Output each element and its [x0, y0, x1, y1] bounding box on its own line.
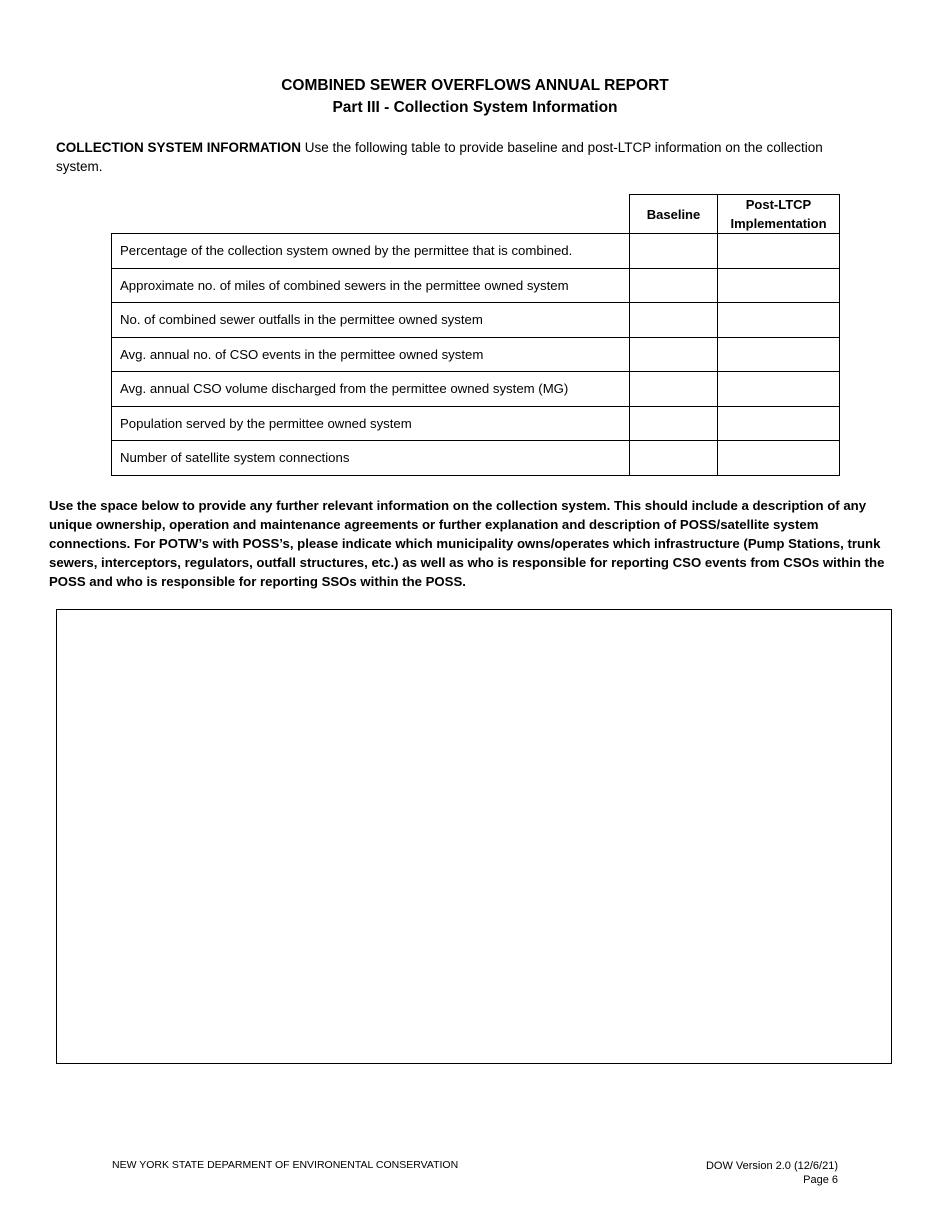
post-ltcp-header-line1: Post-LTCP [745, 197, 812, 212]
row-label: Population served by the permittee owned system [112, 406, 630, 441]
collection-system-table [111, 194, 840, 476]
post-ltcp-input-cell[interactable] [718, 268, 840, 303]
column-header-baseline: Baseline [630, 195, 718, 234]
header-blank-cell [112, 195, 630, 234]
row-label: No. of combined sewer outfalls in the permittee owned system [112, 303, 630, 338]
report-header [0, 75, 950, 119]
row-label: Avg. annual CSO volume discharged from the permittee owned system (MG) [112, 372, 630, 407]
further-info-instructions: Use the space below to provide any further relevant information on the collection system. This should include a description of any unique ownership, operation and maintenance agreements or further explanation and description of POSS/satellite system connections. For POTW’s with POSS’s, please indicate which municipality owns/operates which infrastructure (Pump Stations, trunk sewers, interceptors, regulators, outfall structures, etc.) as well as who is responsible for reporting CSO events from CSOs within the POSS and who is responsible for reporting SSOs within the POSS. [49, 498, 885, 589]
post-ltcp-input-cell[interactable] [718, 441, 840, 476]
baseline-input-cell[interactable] [630, 406, 718, 441]
report-title: COMBINED SEWER OVERFLOWS ANNUAL REPORT [281, 77, 669, 94]
table-row [112, 406, 840, 441]
table-row [112, 337, 840, 372]
baseline-input-cell[interactable] [630, 234, 718, 269]
report-subtitle: Part III - Collection System Information [332, 99, 618, 116]
footer-agency: NEW YORK STATE DEPARMENT OF ENVIRONENTAL CONSERVATION [112, 1159, 459, 1171]
baseline-input-cell[interactable] [630, 303, 718, 338]
row-label: Approximate no. of miles of combined sewers in the permittee owned system [112, 268, 630, 303]
row-label: Avg. annual no. of CSO events in the permittee owned system [112, 337, 630, 372]
post-ltcp-input-cell[interactable] [718, 303, 840, 338]
post-ltcp-input-cell[interactable] [718, 337, 840, 372]
row-label: Percentage of the collection system owned by the permittee that is combined. [112, 234, 630, 269]
table-row [112, 268, 840, 303]
table-row [112, 303, 840, 338]
baseline-input-cell[interactable] [630, 441, 718, 476]
baseline-input-cell[interactable] [630, 337, 718, 372]
footer-version-block [640, 1159, 838, 1187]
row-label: Number of satellite system connections [112, 441, 630, 476]
table-row [112, 372, 840, 407]
baseline-input-cell[interactable] [630, 372, 718, 407]
baseline-input-cell[interactable] [630, 268, 718, 303]
column-header-post-ltcp [718, 195, 840, 234]
table-row [112, 234, 840, 269]
footer-version: DOW Version 2.0 (12/6/21) [705, 1160, 838, 1172]
table-row [112, 441, 840, 476]
table-header-row [112, 195, 840, 234]
footer-page-number: Page 6 [803, 1174, 838, 1186]
intro-text: Use the following table to provide baseline and post-LTCP information on the collection system. [56, 140, 823, 174]
post-ltcp-input-cell[interactable] [718, 234, 840, 269]
post-ltcp-header-line2: Implementation [730, 216, 827, 231]
further-info-textbox[interactable] [56, 609, 892, 1064]
intro-paragraph [56, 138, 856, 176]
post-ltcp-input-cell[interactable] [718, 372, 840, 407]
intro-heading: COLLECTION SYSTEM INFORMATION [56, 140, 301, 155]
post-ltcp-input-cell[interactable] [718, 406, 840, 441]
